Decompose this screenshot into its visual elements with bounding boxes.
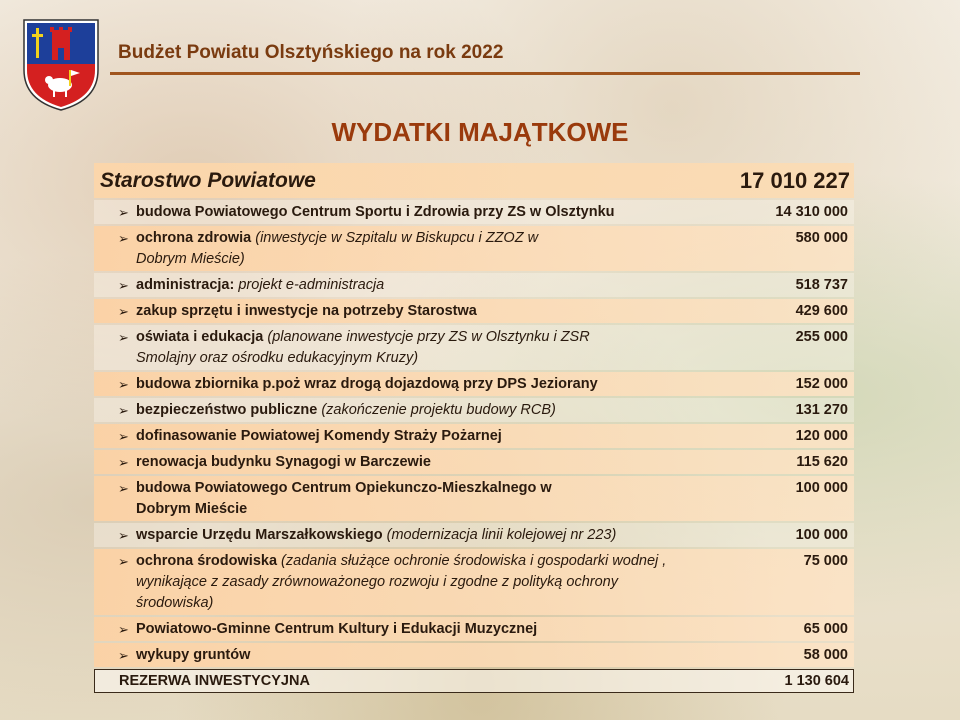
table-row: ➢ oświata i edukacja (planowane inwestycje przy ZS w Olsztynku i ZSR Smolajny oraz ośrodku edukacyjnym Kruzy) 255 000 [94, 325, 854, 370]
reserve-label: REZERWA INWESTYCYJNA [119, 673, 310, 689]
arrow-bullet-icon: ➢ [118, 528, 129, 543]
row-value: 14 310 000 [775, 204, 848, 220]
arrow-bullet-icon: ➢ [118, 554, 129, 569]
arrow-bullet-icon: ➢ [118, 377, 129, 392]
arrow-bullet-icon: ➢ [118, 205, 129, 220]
table-row: ➢ wsparcie Urzędu Marszałkowskiego (modernizacja linii kolejowej nr 223) 100 000 [94, 523, 854, 547]
table-head-row [94, 163, 854, 198]
row-value: 518 737 [795, 277, 848, 293]
arrow-bullet-icon: ➢ [118, 481, 129, 496]
table-row: ➢ dofinasowanie Powiatowej Komendy Straży Pożarnej 120 000 [94, 424, 854, 448]
row-value: 255 000 [795, 329, 848, 345]
row-value: 131 270 [795, 402, 848, 418]
row-value: 120 000 [795, 428, 848, 444]
arrow-bullet-icon: ➢ [118, 330, 129, 345]
reserve-value: 1 130 604 [784, 673, 849, 689]
table-row: ➢ renowacja budynku Synagogi w Barczewie 115 620 [94, 450, 854, 474]
row-value: 58 000 [803, 647, 848, 663]
row-value: 65 000 [803, 621, 848, 637]
table-row: ➢ wykupy gruntów 58 000 [94, 643, 854, 667]
table-row: ➢ budowa zbiornika p.poż wraz drogą dojazdową przy DPS Jeziorany 152 000 [94, 372, 854, 396]
row-value: 115 620 [796, 454, 848, 470]
row-value: 100 000 [795, 527, 848, 543]
arrow-bullet-icon: ➢ [118, 455, 129, 470]
table-row: ➢ ochrona zdrowia (inwestycje w Szpitalu w Biskupcu i ZZOZ w Dobrym Mieście) 580 000 [94, 226, 854, 271]
head-label: Starostwo Powiatowe [100, 168, 316, 192]
row-value: 152 000 [795, 376, 848, 392]
reserve-row [94, 669, 854, 693]
expenditure-table [94, 163, 854, 693]
table-row: ➢ Powiatowo-Gminne Centrum Kultury i Edukacji Muzycznej 65 000 [94, 617, 854, 641]
arrow-bullet-icon: ➢ [118, 429, 129, 444]
section-title: WYDATKI MAJĄTKOWE [331, 117, 629, 147]
table-row: ➢ zakup sprzętu i inwestycje na potrzeby Starostwa 429 600 [94, 299, 854, 323]
row-value: 75 000 [803, 553, 848, 569]
table-row: ➢ ochrona środowiska (zadania służące ochronie środowiska i gospodarki wodnej , wynikające z zasady zrównoważonego rozwoju i zgodne z polityką ochrony środowiska) 75 000 [94, 549, 854, 615]
arrow-bullet-icon: ➢ [118, 403, 129, 418]
arrow-bullet-icon: ➢ [118, 304, 129, 319]
arrow-bullet-icon: ➢ [118, 648, 129, 663]
arrow-bullet-icon: ➢ [118, 231, 129, 246]
arrow-bullet-icon: ➢ [118, 278, 129, 293]
page-header-title: Budżet Powiatu Olsztyńskiego na rok 2022 [118, 42, 504, 63]
row-value: 100 000 [795, 480, 848, 496]
table-row: ➢ budowa Powiatowego Centrum Sportu i Zdrowia przy ZS w Olsztynku 14 310 000 [94, 200, 854, 224]
head-total: 17 010 227 [739, 167, 850, 193]
arrow-bullet-icon: ➢ [118, 622, 129, 637]
table-row: ➢ budowa Powiatowego Centrum Opiekunczo-Mieszkalnego w Dobrym Mieście 100 000 [94, 476, 854, 521]
row-value: 429 600 [795, 303, 848, 319]
row-value: 580 000 [795, 230, 848, 246]
table-row: ➢ administracja: projekt e-administracja 518 737 [94, 273, 854, 297]
table-row: ➢ bezpieczeństwo publiczne (zakończenie projektu budowy RCB) 131 270 [94, 398, 854, 422]
header-divider [110, 72, 860, 75]
coat-of-arms-icon [22, 18, 100, 112]
